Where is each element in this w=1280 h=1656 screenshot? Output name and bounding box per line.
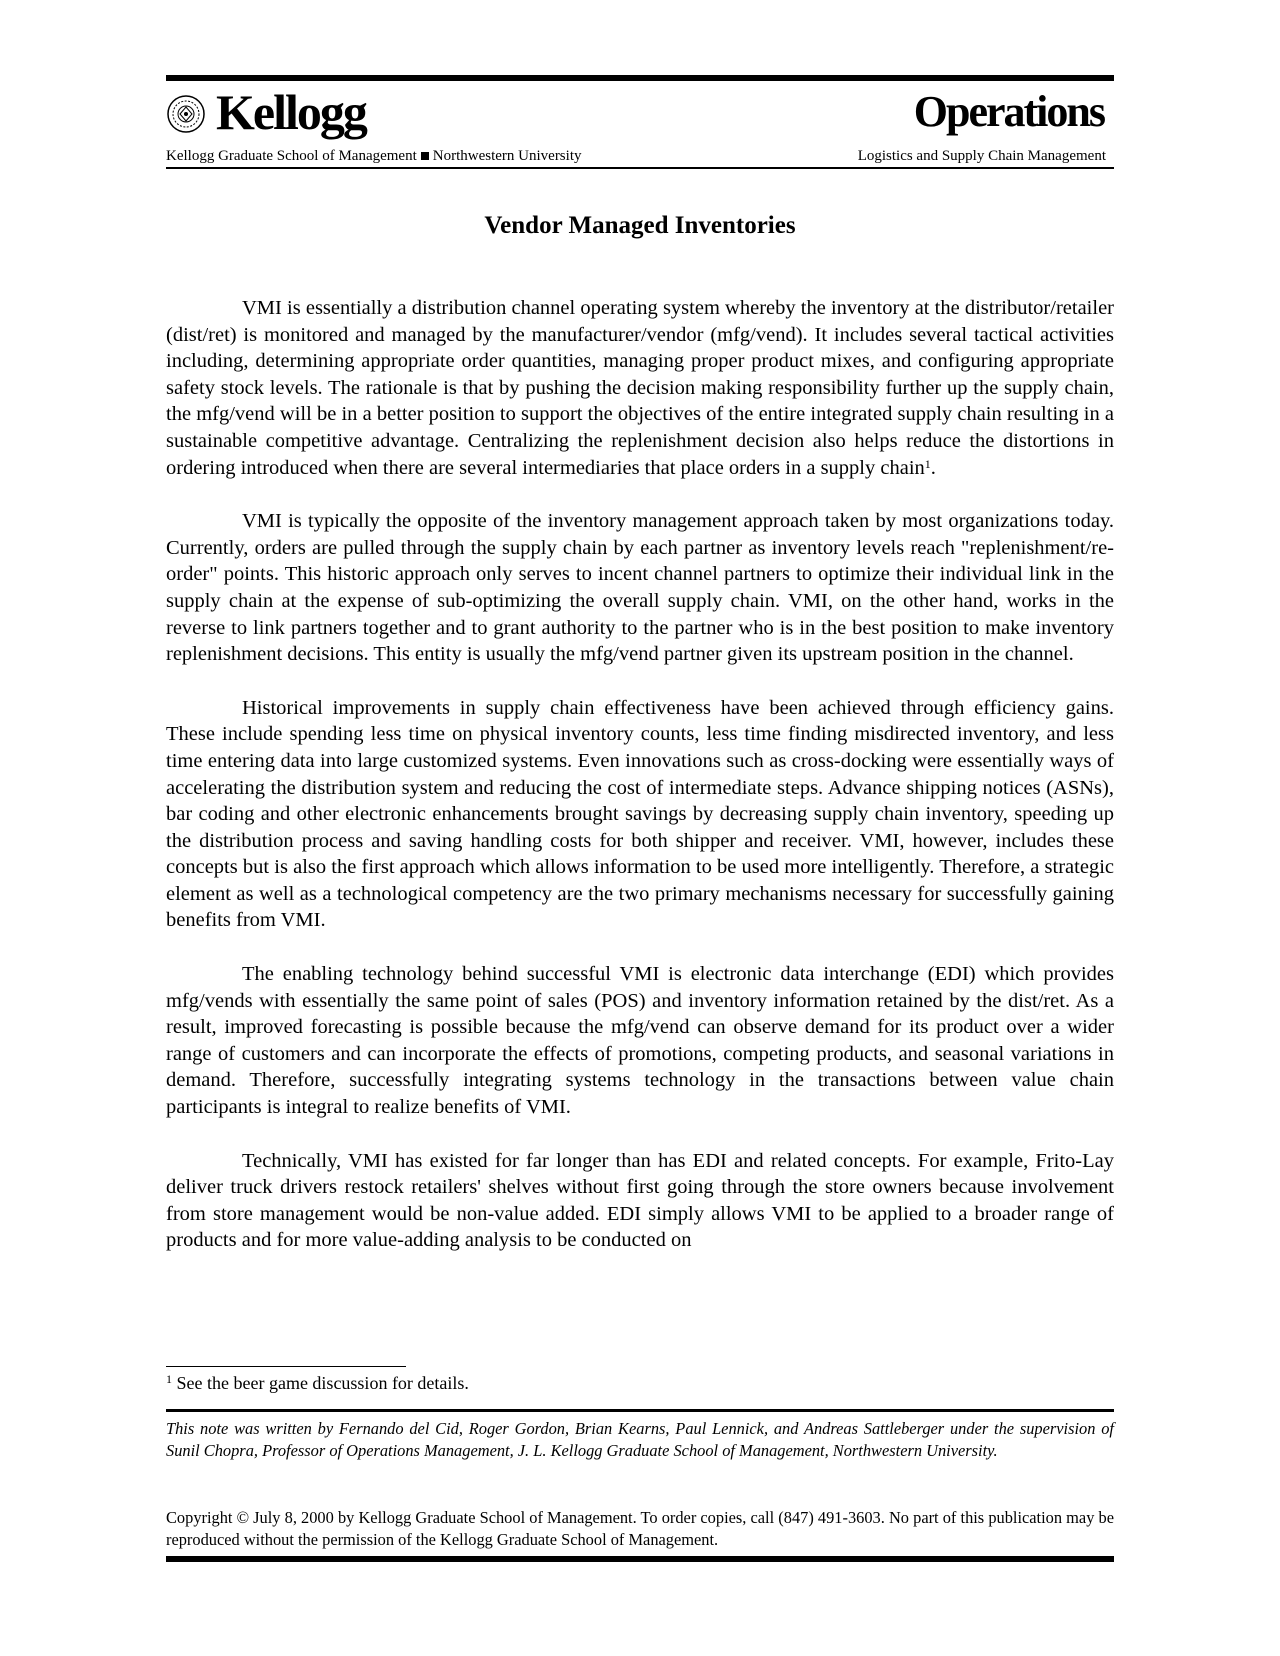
footnote-separator — [166, 1366, 406, 1367]
author-note: This note was written by Fernando del Cid, Roger Gordon, Brian Kearns, Paul Lennick, and Andreas Sattleberger under the supervision of Sunil Chopra, Professor of Operations Management, J. L. Kellogg Graduate School of Management, Northwestern University. — [166, 1419, 1114, 1460]
paragraph — [166, 295, 1114, 481]
square-bullet-icon — [421, 152, 429, 160]
header-bottom-rule — [166, 167, 1114, 169]
header-subtitle-right: Logistics and Supply Chain Management — [857, 148, 1106, 164]
university-name: Northwestern University — [432, 148, 582, 164]
brand-operations: Operations — [913, 87, 1104, 136]
paragraph: Historical improvements in supply chain effectiveness have been achieved through efficiency gains. These include spending less time on physical inventory counts, less time finding misdirected inventory, and less time entering data into large customized systems. Even innovations such as cross-docking were essentially ways of accelerating the distribution system and reducing the cost of intermediate steps. Advance shipping notices (ASNs), bar coding and other electronic enhancements brought savings by decreasing supply chain inventory, speeding up the distribution process and saving handling costs for both shipper and receiver. VMI, however, includes these concepts but is also the first approach which allows information to be used more intelligently. Therefore, a strategic element as well as a technological competency are the two primary mechanisms necessary for successfully gaining benefits from VMI. — [166, 696, 1114, 932]
footnote-text: See the beer game discussion for details. — [172, 1373, 469, 1393]
document-page — [166, 0, 1114, 1656]
paragraph-end: . — [930, 456, 936, 479]
footnote-reference: 1 — [924, 456, 931, 471]
header-brand-row — [166, 84, 1114, 142]
header-top-rule — [166, 75, 1114, 81]
document-title: Vendor Managed Inventories — [484, 212, 796, 239]
kellogg-seal-icon — [166, 94, 206, 134]
paragraph: Technically, VMI has existed for far longer than has EDI and related concepts. For example, Frito-Lay deliver truck drivers restock retailers' shelves without first going through the store owners because involvement from store management would be non-value added. EDI simply allows VMI to be applied to a broader range of products and for more value-adding analysis to be conducted on — [166, 1149, 1114, 1252]
paragraph: The enabling technology behind successful VMI is electronic data interchange (EDI) which provides mfg/vends with essentially the same point of sales (POS) and inventory information retained by the dist/ret. As a result, improved forecasting is possible because the mfg/vend can observe demand for its product over a wider range of customers and can incorporate the effects of promotions, competing products, and seasonal variations in demand. Therefore, successfully integrating systems technology in the transactions between value chain participants is integral to realize benefits of VMI. — [166, 963, 1114, 1119]
paragraph-text: VMI is essentially a distribution channel operating system whereby the inventory at the distributor/retailer (dist/ret) is monitored and managed by the manufacturer/vendor (mfg/vend). It includes several tactical activities including, determining appropriate order quantities, managing proper product mixes, and configuring appropriate safety stock levels. The rationale is that by pushing the decision making responsibility further up the supply chain, the mfg/vend will be in a better position to support the objectives of the entire integrated supply chain resulting in a sustainable competitive advantage. Centralizing the replenishment decision also helps reduce the distortions in ordering introduced when there are several intermediaries that place orders in a supply chain — [166, 297, 1114, 479]
brand-kellogg: Kellogg — [216, 84, 366, 140]
document-body — [166, 295, 1114, 1281]
footnote — [166, 1372, 469, 1394]
footnote-number: 1 — [166, 1372, 172, 1386]
footer-bottom-rule — [166, 1556, 1114, 1562]
footer-top-rule — [166, 1409, 1114, 1412]
school-name: Kellogg Graduate School of Management — [166, 148, 417, 164]
header-subtitle-left — [166, 147, 581, 165]
paragraph: VMI is typically the opposite of the inventory management approach taken by most organizations today. Currently, orders are pulled through the supply chain by each partner as inventory levels reach "replenishment/re-order" points. This historic approach only serves to incent channel partners to optimize their individual link in the supply chain at the expense of sub-optimizing the overall supply chain. VMI, on the other hand, works in the reverse to link partners together and to grant authority to the partner who is in the best position to make inventory replenishment decisions. This entity is usually the mfg/vend partner given its upstream position in the channel. — [166, 510, 1114, 666]
copyright-notice: Copyright © July 8, 2000 by Kellogg Graduate School of Management. To order copies, call (847) 491-3603. No part of this publication may be reproduced without the permission of the Kellogg Graduate School of Management. — [166, 1508, 1114, 1549]
